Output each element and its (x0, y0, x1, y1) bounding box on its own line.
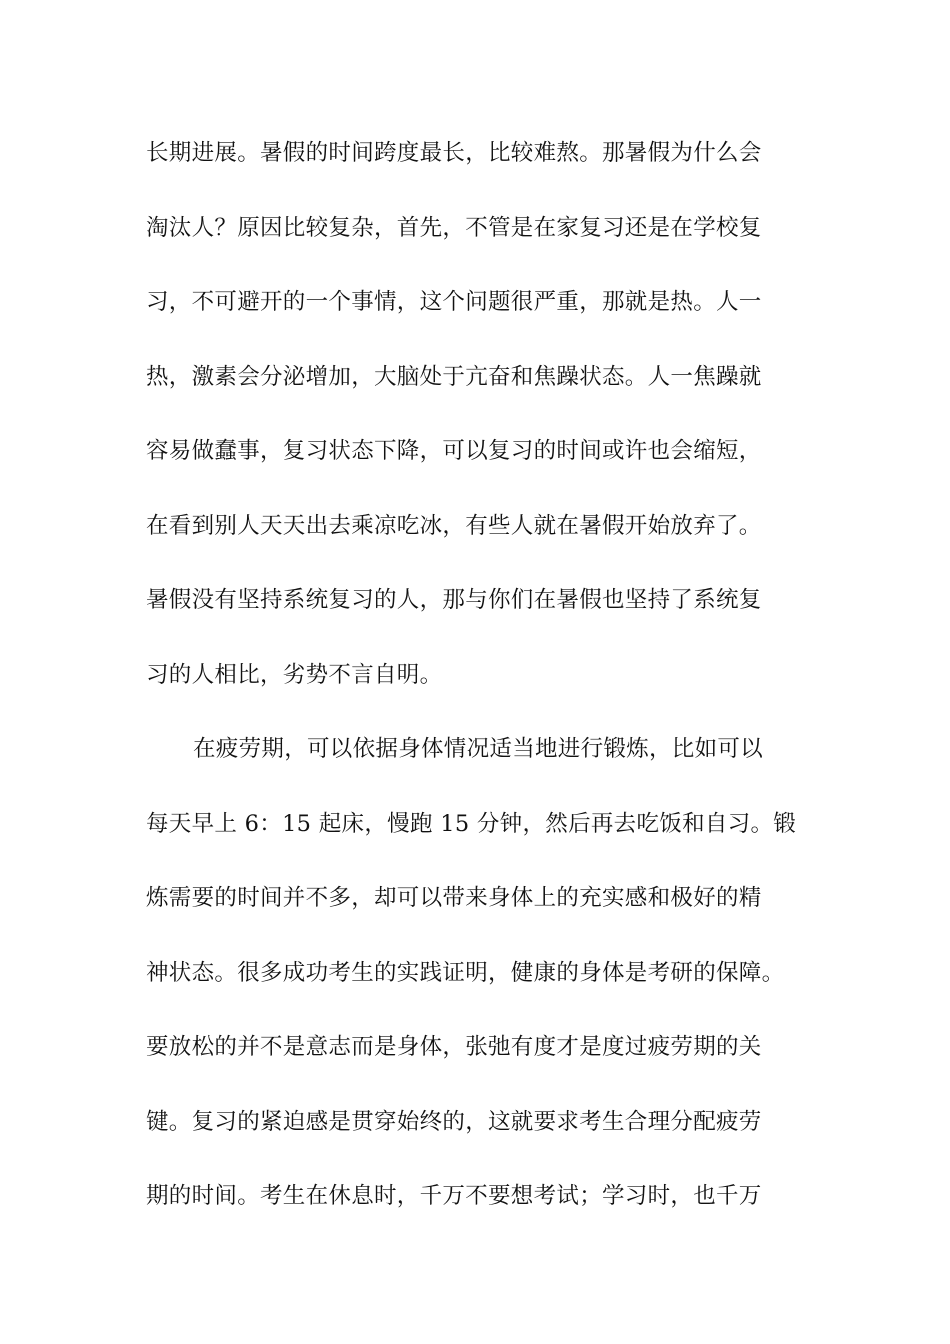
document-body (146, 130, 846, 1248)
text-line: 炼需要的时间并不多，却可以带来身体上的充实感和极好的精 (146, 885, 762, 911)
text-line: 习，不可避开的一个事情，这个问题很严重，那就是热。人一 (146, 289, 762, 315)
paragraph-start-line: 在疲劳期，可以依据身体情况适当地进行锻炼，比如可以 (193, 736, 764, 762)
text-line: 容易做蠢事，复习状态下降，可以复习的时间或许也会缩短， (146, 438, 762, 464)
text-line: 在看到别人天天出去乘凉吃冰，有些人就在暑假开始放弃了。 (146, 512, 762, 539)
text-line: 长期进展。暑假的时间跨度最长，比较难熬。那暑假为什么会 (146, 140, 762, 166)
text-line: 神状态。很多成功考生的实践证明，健康的身体是考研的保障。 (146, 959, 785, 986)
text-line: 淘汰人？原因比较复杂，首先，不管是在家复习还是在学校复 (146, 214, 762, 241)
text-line: 习的人相比，劣势不言自明。 (146, 661, 443, 688)
text-line: 期的时间。考生在休息时，千万不要想考试；学习时，也千万 (146, 1183, 762, 1209)
text-line: 暑假没有坚持系统复习的人，那与你们在暑假也坚持了系统复 (146, 587, 762, 613)
text-line: 要放松的并不是意志而是身体，张弛有度才是度过疲劳期的关 (146, 1034, 762, 1060)
text-line: 热，激素会分泌增加，大脑处于亢奋和焦躁状态。人一焦躁就 (146, 363, 762, 390)
text-line: 每天早上 6：15 起床，慢跑 15 分钟，然后再去吃饭和自习。锻 (146, 810, 797, 837)
text-line: 键。复习的紧迫感是贯穿始终的，这就要求考生合理分配疲劳 (146, 1108, 762, 1135)
